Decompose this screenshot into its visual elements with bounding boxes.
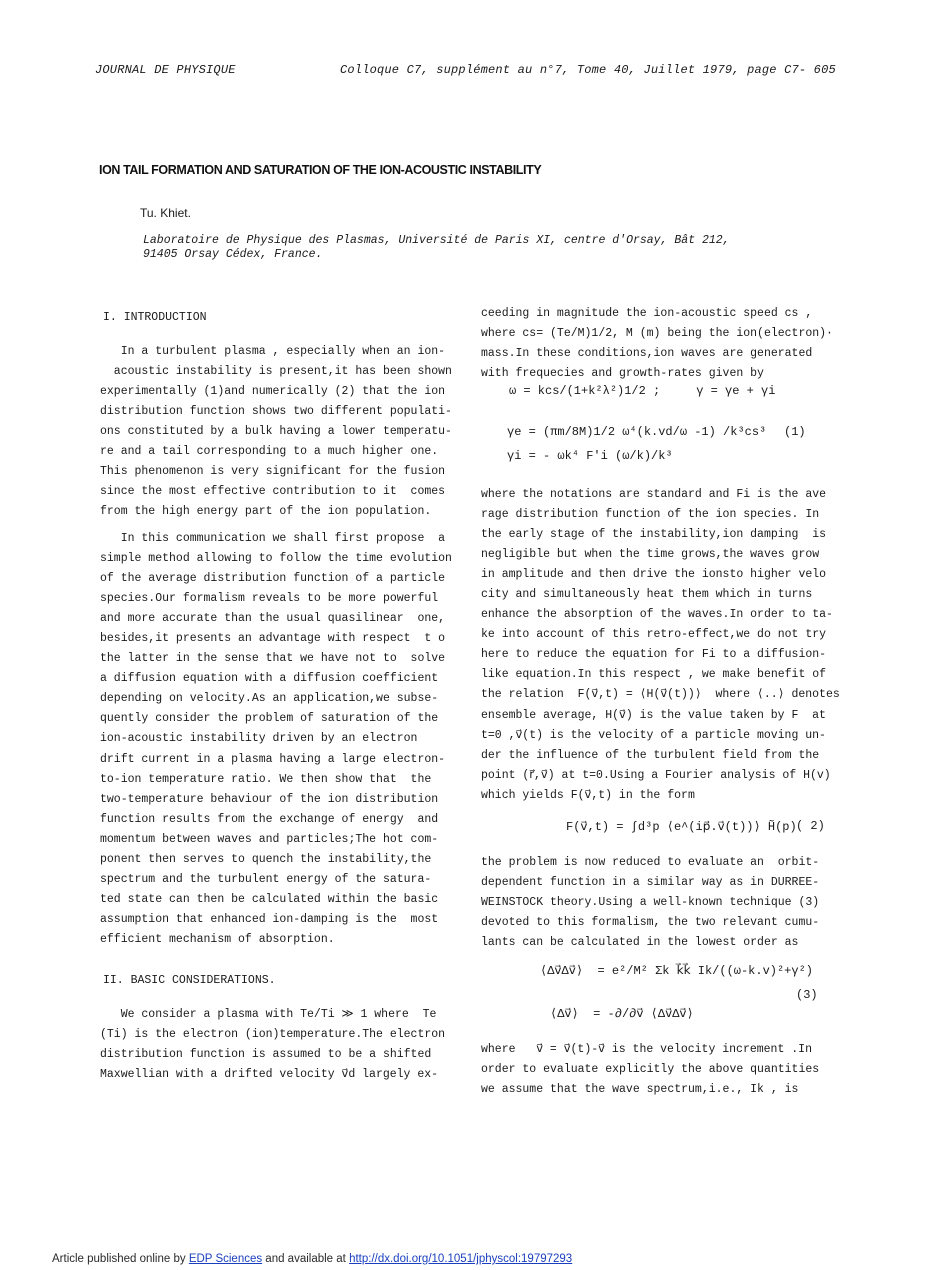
- text-line: since the most effective contribution to it comes: [100, 485, 446, 499]
- text-line: lants can be calculated in the lowest order as: [481, 936, 799, 950]
- affiliation-line-1: Laboratoire de Physique des Plasmas, Université de Paris XI, centre d'Orsay, Bât 212,: [143, 234, 730, 247]
- footer-middle: and available at: [262, 1253, 350, 1265]
- text-line: species.Our formalism reveals to be more powerful: [100, 592, 439, 606]
- text-line: where the notations are standard and Fi is the ave: [481, 488, 827, 501]
- text-line: assumption that enhanced ion-damping is the most: [100, 912, 439, 926]
- text-line: to-ion temperature ratio. We then show that the: [100, 772, 432, 786]
- text-line: acoustic instability is present,it has been shown: [100, 365, 452, 379]
- text-line: from the high energy part of the ion population.: [100, 505, 432, 519]
- text-line: we assume that the wave spectrum,i.e., Ik , is: [481, 1083, 799, 1097]
- text-line: and more accurate than the usual quasilinear one,: [100, 612, 446, 626]
- text-line: the early stage of the instability,ion damping is: [481, 528, 827, 542]
- right-paragraph-3: [481, 853, 819, 953]
- citation-line: Colloque C7, supplément au n°7, Tome 40, Juillet 1979, page C7- 605: [340, 63, 836, 77]
- text-line: ted state can then be calculated within the basic: [100, 892, 439, 906]
- journal-name: JOURNAL DE PHYSIQUE: [95, 63, 236, 77]
- right-paragraph-2: [481, 485, 840, 806]
- text-line: order to evaluate explicitly the above quantities: [481, 1063, 820, 1077]
- equation-1-line-3: γi = - ωk⁴ F'i (ω/k)/k³: [507, 449, 673, 463]
- text-line: the relation F(v⃗,t) = ⟨H(v⃗(t))⟩ where ⟨..⟩ denotes: [481, 688, 840, 702]
- equation-2-number: ( 2): [796, 819, 825, 833]
- text-line: mass.In these conditions,ion waves are generated: [481, 347, 813, 361]
- text-line: distribution function is assumed to be a shifted: [100, 1048, 432, 1062]
- text-line: ion-acoustic instability driven by an electron: [100, 732, 418, 746]
- text-line: (Ti) is the electron (ion)temperature.The electron: [100, 1028, 446, 1042]
- text-line: function results from the exchange of energy and: [100, 812, 439, 826]
- text-line: Maxwellian with a drifted velocity v⃗d largely ex-: [100, 1068, 439, 1082]
- text-line: rage distribution function of the ion species. In: [481, 508, 820, 522]
- publisher-link[interactable]: EDP Sciences: [188, 1253, 263, 1265]
- text-line: here to reduce the equation for Fi to a diffusion-: [481, 648, 827, 662]
- text-line: enhance the absorption of the waves.In order to ta-: [481, 608, 833, 622]
- text-line: devoted to this formalism, the two relevant cumu-: [481, 916, 820, 930]
- text-line: In this communication we shall first propose a: [100, 532, 446, 545]
- text-line: efficient mechanism of absorption.: [100, 932, 335, 946]
- text-line: the latter in the sense that we have not to solve: [100, 652, 446, 666]
- section-heading-basic-considerations: II. BASIC CONSIDERATIONS.: [103, 974, 276, 987]
- text-line: This phenomenon is very significant for the fusion: [100, 465, 446, 479]
- text-line: spectrum and the turbulent energy of the satura-: [100, 872, 432, 886]
- text-line: WEINSTOCK theory.Using a well-known technique (3): [481, 896, 820, 910]
- footer-prefix: Article published online by: [52, 1253, 189, 1265]
- text-line: t=0 ,v⃗(t) is the velocity of a particle moving un-: [481, 728, 826, 742]
- equation-1-line-1: ω = kcs/(1+k²λ²)1/2 ; γ = γe + γi: [509, 384, 776, 398]
- section-heading-introduction: I. INTRODUCTION: [103, 311, 207, 324]
- equation-3-line-2: ⟨Δv⃗⟩ = -∂/∂v⃗ ⟨Δv⃗Δv⃗⟩: [550, 1007, 694, 1021]
- text-line: in amplitude and then drive the ionsto higher velo: [481, 568, 827, 582]
- text-line: momentum between waves and particles;The hot com-: [100, 832, 439, 846]
- text-line: with frequecies and growth-rates given by: [481, 367, 764, 381]
- text-line: point (r⃗,v⃗) at t=0.Using a Fourier analysis of H(v): [481, 768, 831, 782]
- publication-footer: [52, 1253, 572, 1265]
- text-line: ponent then serves to quench the instability,the: [100, 852, 432, 866]
- author: Tu. Khiet.: [140, 206, 191, 220]
- text-line: depending on velocity.As an application,we subse-: [100, 692, 439, 706]
- text-line: We consider a plasma with Te/Ti ≫ 1 where Te: [100, 1008, 437, 1021]
- affiliation-line-2: 91405 Orsay Cédex, France.: [143, 248, 323, 261]
- equation-3-line-1: ⟨Δv⃗Δv⃗⟩ = e²/M² Σk k⃗k⃗ Ik/((ω-k.v)²+γ²): [540, 964, 813, 978]
- text-line: quently consider the problem of saturation of the: [100, 712, 439, 726]
- doi-link[interactable]: http://dx.doi.org/10.1051/jphyscol:19797293: [349, 1253, 573, 1265]
- text-line: In a turbulent plasma , especially when an ion-: [100, 345, 446, 358]
- text-line: where v⃗ = v⃗(t)-v⃗ is the velocity increment .In: [481, 1043, 812, 1056]
- right-paragraph-4: [481, 1040, 819, 1100]
- text-line: like equation.In this respect , we make benefit of: [481, 668, 827, 682]
- text-line: where cs= (Te/M)1/2, M (m) being the ion(electron)·: [481, 327, 833, 341]
- text-line: ensemble average, H(v⃗) is the value taken by F at: [481, 708, 826, 722]
- right-paragraph-1: [481, 304, 833, 384]
- text-line: distribution function shows two different populati-: [100, 405, 452, 419]
- text-line: negligible but when the time grows,the waves grow: [481, 548, 820, 562]
- basic-paragraph-1: [100, 1005, 445, 1085]
- text-line: city and simultaneously heat them which in turns: [481, 588, 813, 602]
- text-line: of the average distribution function of a particle: [100, 572, 446, 586]
- text-line: experimentally (1)and numerically (2) that the ion: [100, 385, 446, 399]
- text-line: a diffusion equation with a diffusion coefficient: [100, 672, 439, 686]
- text-line: simple method allowing to follow the time evolution: [100, 552, 452, 566]
- text-line: ke into account of this retro-effect,we do not try: [481, 628, 827, 642]
- equation-3-number: (3): [796, 988, 818, 1002]
- text-line: drift current in a plasma having a large electron-: [100, 752, 446, 766]
- text-line: the problem is now reduced to evaluate an orbit-: [481, 856, 820, 869]
- text-line: re and a tail corresponding to a much higher one.: [100, 445, 439, 459]
- text-line: two-temperature behaviour of the ion distribution: [100, 792, 439, 806]
- text-line: dependent function in a similar way as in DURREE-: [481, 876, 820, 890]
- paper-title: ION TAIL FORMATION AND SATURATION OF THE ION-ACOUSTIC INSTABILITY: [99, 163, 542, 177]
- text-line: which yields F(v⃗,t) in the form: [481, 788, 695, 802]
- text-line: der the influence of the turbulent field from the: [481, 748, 820, 762]
- intro-paragraph-1: [100, 342, 452, 522]
- text-line: ceeding in magnitude the ion-acoustic speed cs ,: [481, 307, 813, 320]
- equation-2: F(v⃗,t) = ∫d³p ⟨e^(ip⃗.v⃗(t))⟩ H̃(p): [566, 820, 797, 834]
- equation-1-number: (1): [784, 425, 806, 439]
- text-line: ons constituted by a bulk having a lower temperatu-: [100, 425, 452, 439]
- equation-1-line-2: γe = (πm/8M)1/2 ω⁴(k.vd/ω -1) /k³cs³: [507, 425, 767, 439]
- intro-paragraph-2: [100, 529, 452, 950]
- text-line: besides,it presents an advantage with respect t o: [100, 632, 446, 646]
